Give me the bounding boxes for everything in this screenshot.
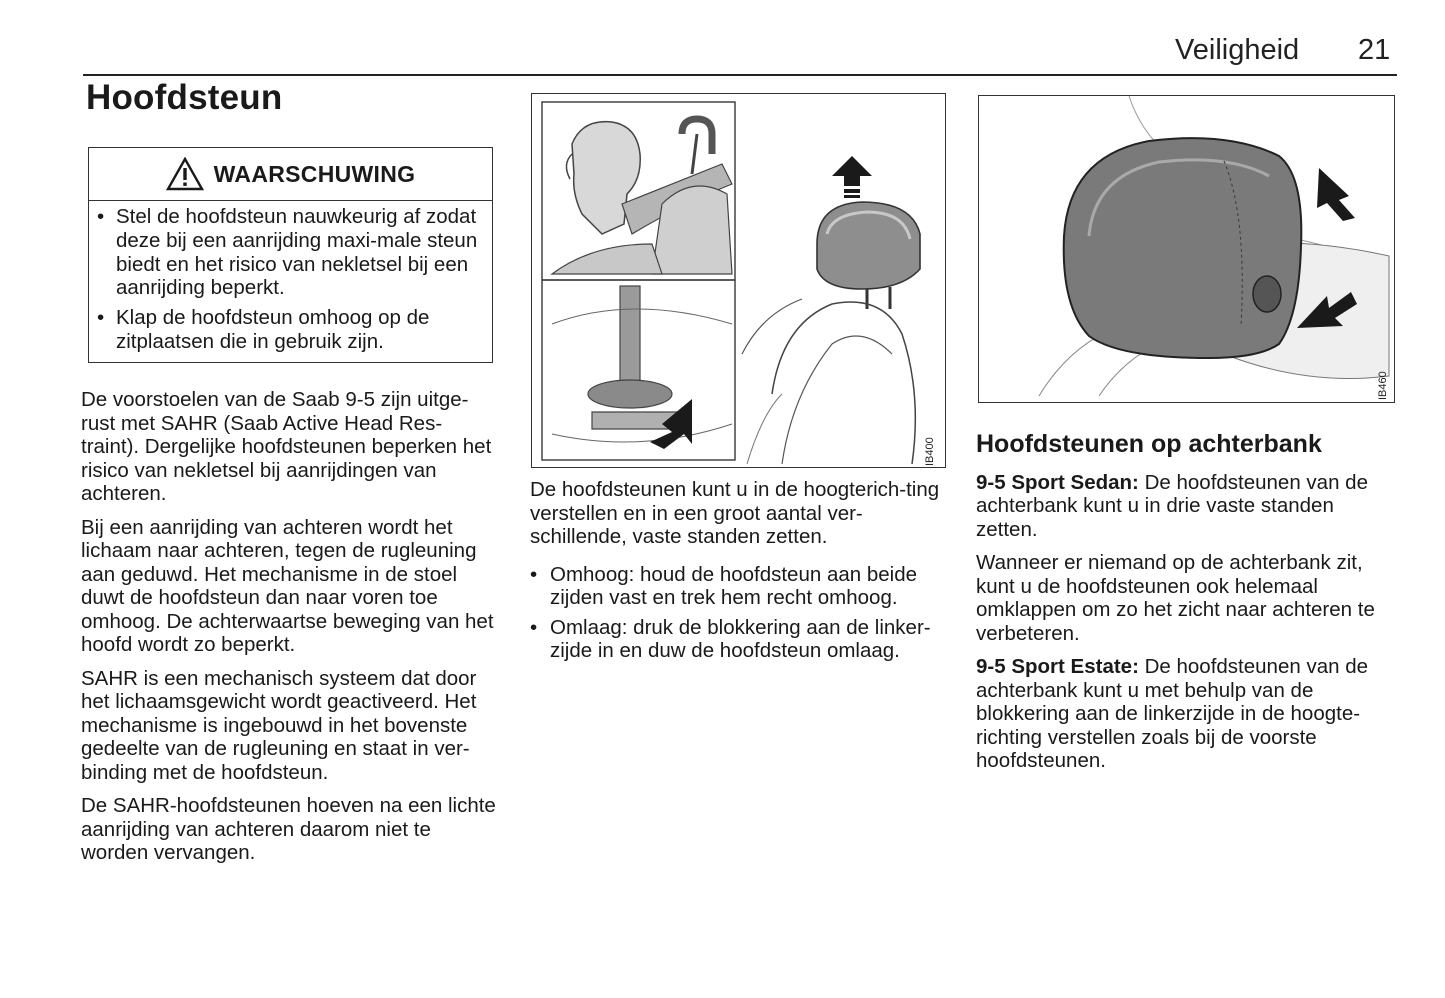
column-3 <box>976 430 1391 783</box>
paragraph <box>976 471 1391 542</box>
paragraph: Wanneer er niemand op de achterbank zit, kunt u de hoofdsteunen ook helemaal omklappen om zo het zicht naar achteren te verbeteren. <box>976 551 1375 645</box>
model-label: 9-5 Sport Sedan: <box>976 470 1139 494</box>
rear-headrest-illustration <box>978 95 1395 403</box>
section-name: Veiligheid <box>1175 34 1300 66</box>
section-heading: Hoofdsteunen op achterbank <box>976 430 1322 458</box>
warning-header <box>89 148 492 201</box>
page-number: 21 <box>1358 34 1391 66</box>
figure-code: IB400 <box>924 437 936 466</box>
paragraph: De SAHR-hoofdsteunen hoeven na een lichte aanrijding van achteren daarom niet te worden vervangen. <box>81 794 496 864</box>
header-rule <box>83 74 1397 76</box>
headrest-adjust-illustration <box>531 93 946 468</box>
column-1 <box>81 388 496 875</box>
paragraph <box>976 655 1391 773</box>
model-label: 9-5 Sport Estate: <box>976 655 1139 678</box>
warning-title: WAARSCHUWING <box>213 160 416 187</box>
paragraph-text: De hoofdsteunen van de achterbank kunt u met behulp van de blokkering aan de linkerzijde in de hoogte-richting verstellen zoals bij de voorste hoofdsteunen. <box>976 655 1368 772</box>
warning-item: • Klap de hoofdsteun omhoog op de zitplaatsen die in gebruik zijn. <box>97 306 482 354</box>
paragraph-text: De hoofdsteunen van de achterbank kunt u in drie vaste standen zetten. <box>976 470 1368 541</box>
page-title: Hoofdsteun <box>86 78 283 117</box>
paragraph: Bij een aanrijding van achteren wordt het lichaam naar achteren, tegen de rugleuning aan geduwd. Het mechanisme in de stoel duwt de hoofdsteun dan naar voren toe omhoog. De achterwaartse beweging van het hoofd wordt zo beperkt. <box>81 515 494 656</box>
paragraph: De voorstoelen van de Saab 9-5 zijn uitge-rust met SAHR (Saab Active Head Res-traint). Dergelijke hoofdsteunen beperken het risico van nekletsel bij aanrijdingen van achteren. <box>81 388 492 505</box>
warning-list <box>89 201 492 354</box>
adjust-list <box>530 563 940 663</box>
warning-triangle-icon <box>166 157 204 191</box>
list-item: • Omlaag: druk de blokkering aan de linker-zijde in en duw de hoofdsteun omlaag. <box>530 616 940 663</box>
warning-box <box>88 147 493 363</box>
column-2 <box>530 478 940 669</box>
list-item: • Omhoog: houd de hoofdsteun aan beide zijden vast en trek hem recht omhoog. <box>530 563 940 610</box>
figure-code: IB460 <box>1377 371 1389 400</box>
warning-item: • Stel de hoofdsteun nauwkeurig af zodat deze bij een aanrijding maxi-male steun biedt en het risico van nekletsel bij een aanrijding beperkt. <box>97 205 482 300</box>
paragraph: De hoofdsteunen kunt u in de hoogterich-ting verstellen en in een groot aantal ver-schillende, vaste standen zetten. <box>530 478 940 548</box>
paragraph: SAHR is een mechanisch systeem dat door het lichaamsgewicht wordt geactiveerd. Het mechanisme is ingebouwd in het bovenste gedeelte van de rugleuning en staat in ver-binding met de hoofdsteun. <box>81 666 477 784</box>
